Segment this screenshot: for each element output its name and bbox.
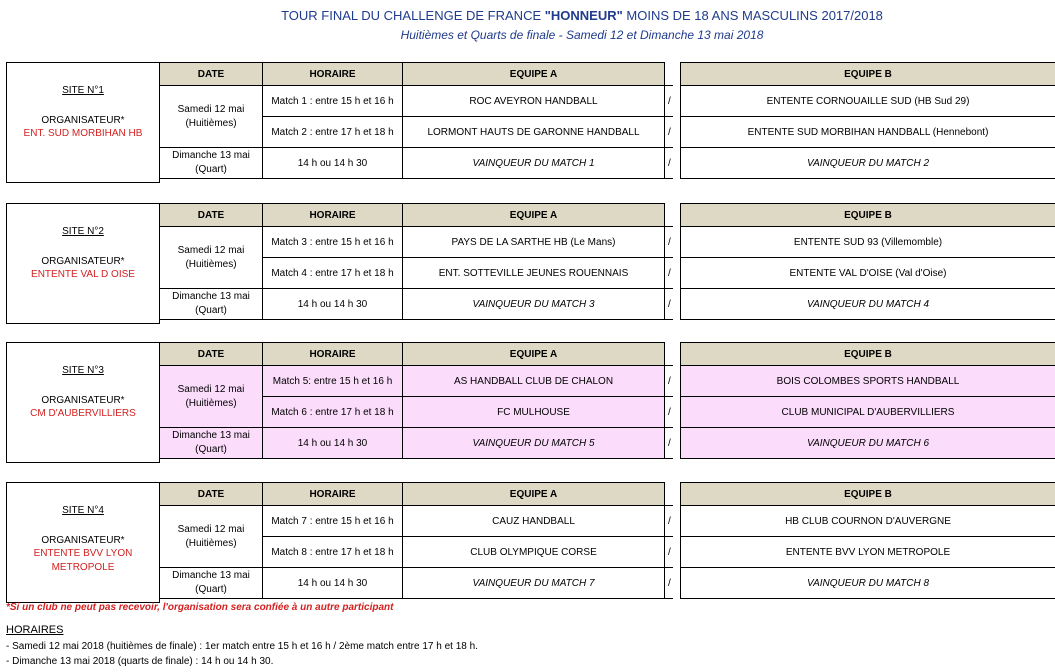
site-block	[6, 203, 1055, 324]
separator: /	[665, 117, 673, 148]
site-name: SITE N°1	[62, 85, 104, 96]
schedule-table-left	[159, 342, 673, 459]
quart-time: 14 h ou 14 h 30	[263, 428, 403, 459]
header-date: DATE	[160, 483, 263, 506]
date-sunday: Dimanche 13 mai (Quart)	[160, 289, 263, 320]
date-saturday: Samedi 12 mai (Huitièmes)	[160, 366, 263, 428]
site-name: SITE N°3	[62, 365, 104, 376]
match2-team-a: FC MULHOUSE	[403, 397, 665, 428]
header-equipe-a: EQUIPE A	[403, 63, 665, 86]
separator: /	[665, 86, 673, 117]
quart-time: 14 h ou 14 h 30	[263, 289, 403, 320]
quart-time: 14 h ou 14 h 30	[263, 148, 403, 179]
date-sunday: Dimanche 13 mai (Quart)	[160, 428, 263, 459]
header-horaire: HORAIRE	[263, 343, 403, 366]
site-info	[6, 342, 160, 463]
separator: /	[665, 366, 673, 397]
header-equipe-a: EQUIPE A	[403, 204, 665, 227]
schedule-table-left	[159, 62, 673, 179]
quart-team-a: VAINQUEUR DU MATCH 5	[403, 428, 665, 459]
match2-team-b: CLUB MUNICIPAL D'AUBERVILLIERS	[681, 397, 1055, 428]
match1-team-b: ENTENTE CORNOUAILLE SUD (HB Sud 29)	[681, 86, 1055, 117]
horaires-heading: HORAIRES	[6, 624, 64, 636]
page-subtitle: Huitièmes et Quarts de finale - Samedi 12 et Dimanche 13 mai 2018	[400, 28, 764, 42]
match2-time: Match 6 : entre 17 h et 18 h	[263, 397, 403, 428]
match2-team-a: LORMONT HAUTS DE GARONNE HANDBALL	[403, 117, 665, 148]
separator: /	[665, 428, 673, 459]
date-saturday: Samedi 12 mai (Huitièmes)	[160, 227, 263, 289]
match2-team-a: ENT. SOTTEVILLE JEUNES ROUENNAIS	[403, 258, 665, 289]
header-equipe-a: EQUIPE A	[403, 483, 665, 506]
site-info	[6, 482, 160, 603]
site-block	[6, 342, 1055, 463]
quart-team-b: VAINQUEUR DU MATCH 6	[681, 428, 1055, 459]
organizer-label: ORGANISATEUR*	[41, 256, 125, 267]
date-sunday: Dimanche 13 mai (Quart)	[160, 148, 263, 179]
match1-team-a: CAUZ HANDBALL	[403, 506, 665, 537]
match2-time: Match 8 : entre 17 h et 18 h	[263, 537, 403, 568]
match2-team-a: CLUB OLYMPIQUE CORSE	[403, 537, 665, 568]
header-equipe-a: EQUIPE A	[403, 343, 665, 366]
site-name: SITE N°2	[62, 226, 104, 237]
organizer-label: ORGANISATEUR*	[41, 395, 125, 406]
site-block	[6, 62, 1055, 183]
match2-time: Match 2 : entre 17 h et 18 h	[263, 117, 403, 148]
separator: /	[665, 258, 673, 289]
match1-team-a: ROC AVEYRON HANDBALL	[403, 86, 665, 117]
schedule-table-left	[159, 482, 673, 599]
site-block	[6, 482, 1055, 603]
date-saturday: Samedi 12 mai (Huitièmes)	[160, 506, 263, 568]
quart-team-b: VAINQUEUR DU MATCH 2	[681, 148, 1055, 179]
schedule-table-right	[680, 482, 1055, 599]
quart-team-a: VAINQUEUR DU MATCH 7	[403, 568, 665, 599]
organizer-name: ENTENTE VAL D OISE	[31, 269, 135, 280]
organizer-label: ORGANISATEUR*	[41, 115, 125, 126]
header-date: DATE	[160, 204, 263, 227]
match1-time: Match 3 : entre 15 h et 16 h	[263, 227, 403, 258]
quart-team-a: VAINQUEUR DU MATCH 3	[403, 289, 665, 320]
match1-team-b: HB CLUB COURNON D'AUVERGNE	[681, 506, 1055, 537]
match2-team-b: ENTENTE VAL D'OISE (Val d'Oise)	[681, 258, 1055, 289]
quart-team-b: VAINQUEUR DU MATCH 8	[681, 568, 1055, 599]
header-date: DATE	[160, 343, 263, 366]
horaires-line-2: - Dimanche 13 mai 2018 (quarts de finale) : 14 h ou 14 h 30.	[6, 656, 274, 667]
header-horaire: HORAIRE	[263, 63, 403, 86]
match1-team-b: BOIS COLOMBES SPORTS HANDBALL	[681, 366, 1055, 397]
header-equipe-b: EQUIPE B	[681, 63, 1055, 86]
match1-team-a: AS HANDBALL CLUB DE CHALON	[403, 366, 665, 397]
separator: /	[665, 227, 673, 258]
site-info	[6, 203, 160, 324]
page-title: TOUR FINAL DU CHALLENGE DE FRANCE "HONNEUR" MOINS DE 18 ANS MASCULINS 2017/2018	[281, 8, 883, 23]
match1-time: Match 5: entre 15 h et 16 h	[263, 366, 403, 397]
header-horaire: HORAIRE	[263, 204, 403, 227]
quart-team-a: VAINQUEUR DU MATCH 1	[403, 148, 665, 179]
header-equipe-b: EQUIPE B	[681, 483, 1055, 506]
schedule-table-left	[159, 203, 673, 320]
organizer-name: ENT. SUD MORBIHAN HB	[23, 128, 143, 139]
quart-time: 14 h ou 14 h 30	[263, 568, 403, 599]
date-sunday: Dimanche 13 mai (Quart)	[160, 568, 263, 599]
match1-time: Match 7 : entre 15 h et 16 h	[263, 506, 403, 537]
schedule-table-right	[680, 203, 1055, 320]
match2-team-b: ENTENTE BVV LYON METROPOLE	[681, 537, 1055, 568]
header-equipe-b: EQUIPE B	[681, 343, 1055, 366]
match1-team-a: PAYS DE LA SARTHE HB (Le Mans)	[403, 227, 665, 258]
header-horaire: HORAIRE	[263, 483, 403, 506]
horaires-line-1: - Samedi 12 mai 2018 (huitièmes de finale) : 1er match entre 15 h et 16 h / 2ème match entre 17 h et 18 h.	[6, 641, 478, 652]
schedule-table-right	[680, 62, 1055, 179]
quart-team-b: VAINQUEUR DU MATCH 4	[681, 289, 1055, 320]
match1-time: Match 1 : entre 15 h et 16 h	[263, 86, 403, 117]
footnote: *Si un club ne peut pas recevoir, l'organisation sera confiée à un autre participant	[6, 602, 394, 613]
separator: /	[665, 537, 673, 568]
separator: /	[665, 506, 673, 537]
separator: /	[665, 397, 673, 428]
date-saturday: Samedi 12 mai (Huitièmes)	[160, 86, 263, 148]
organizer-label: ORGANISATEUR*	[41, 535, 125, 546]
site-info	[6, 62, 160, 183]
header-date: DATE	[160, 63, 263, 86]
separator: /	[665, 289, 673, 320]
match2-team-b: ENTENTE SUD MORBIHAN HANDBALL (Hennebont)	[681, 117, 1055, 148]
separator: /	[665, 148, 673, 179]
organizer-name: ENTENTE BVV LYON METROPOLE	[33, 548, 133, 573]
match2-time: Match 4 : entre 17 h et 18 h	[263, 258, 403, 289]
schedule-table-right	[680, 342, 1055, 459]
header-equipe-b: EQUIPE B	[681, 204, 1055, 227]
match1-team-b: ENTENTE SUD 93 (Villemomble)	[681, 227, 1055, 258]
organizer-name: CM D'AUBERVILLIERS	[30, 408, 136, 419]
separator: /	[665, 568, 673, 599]
site-name: SITE N°4	[62, 505, 104, 516]
